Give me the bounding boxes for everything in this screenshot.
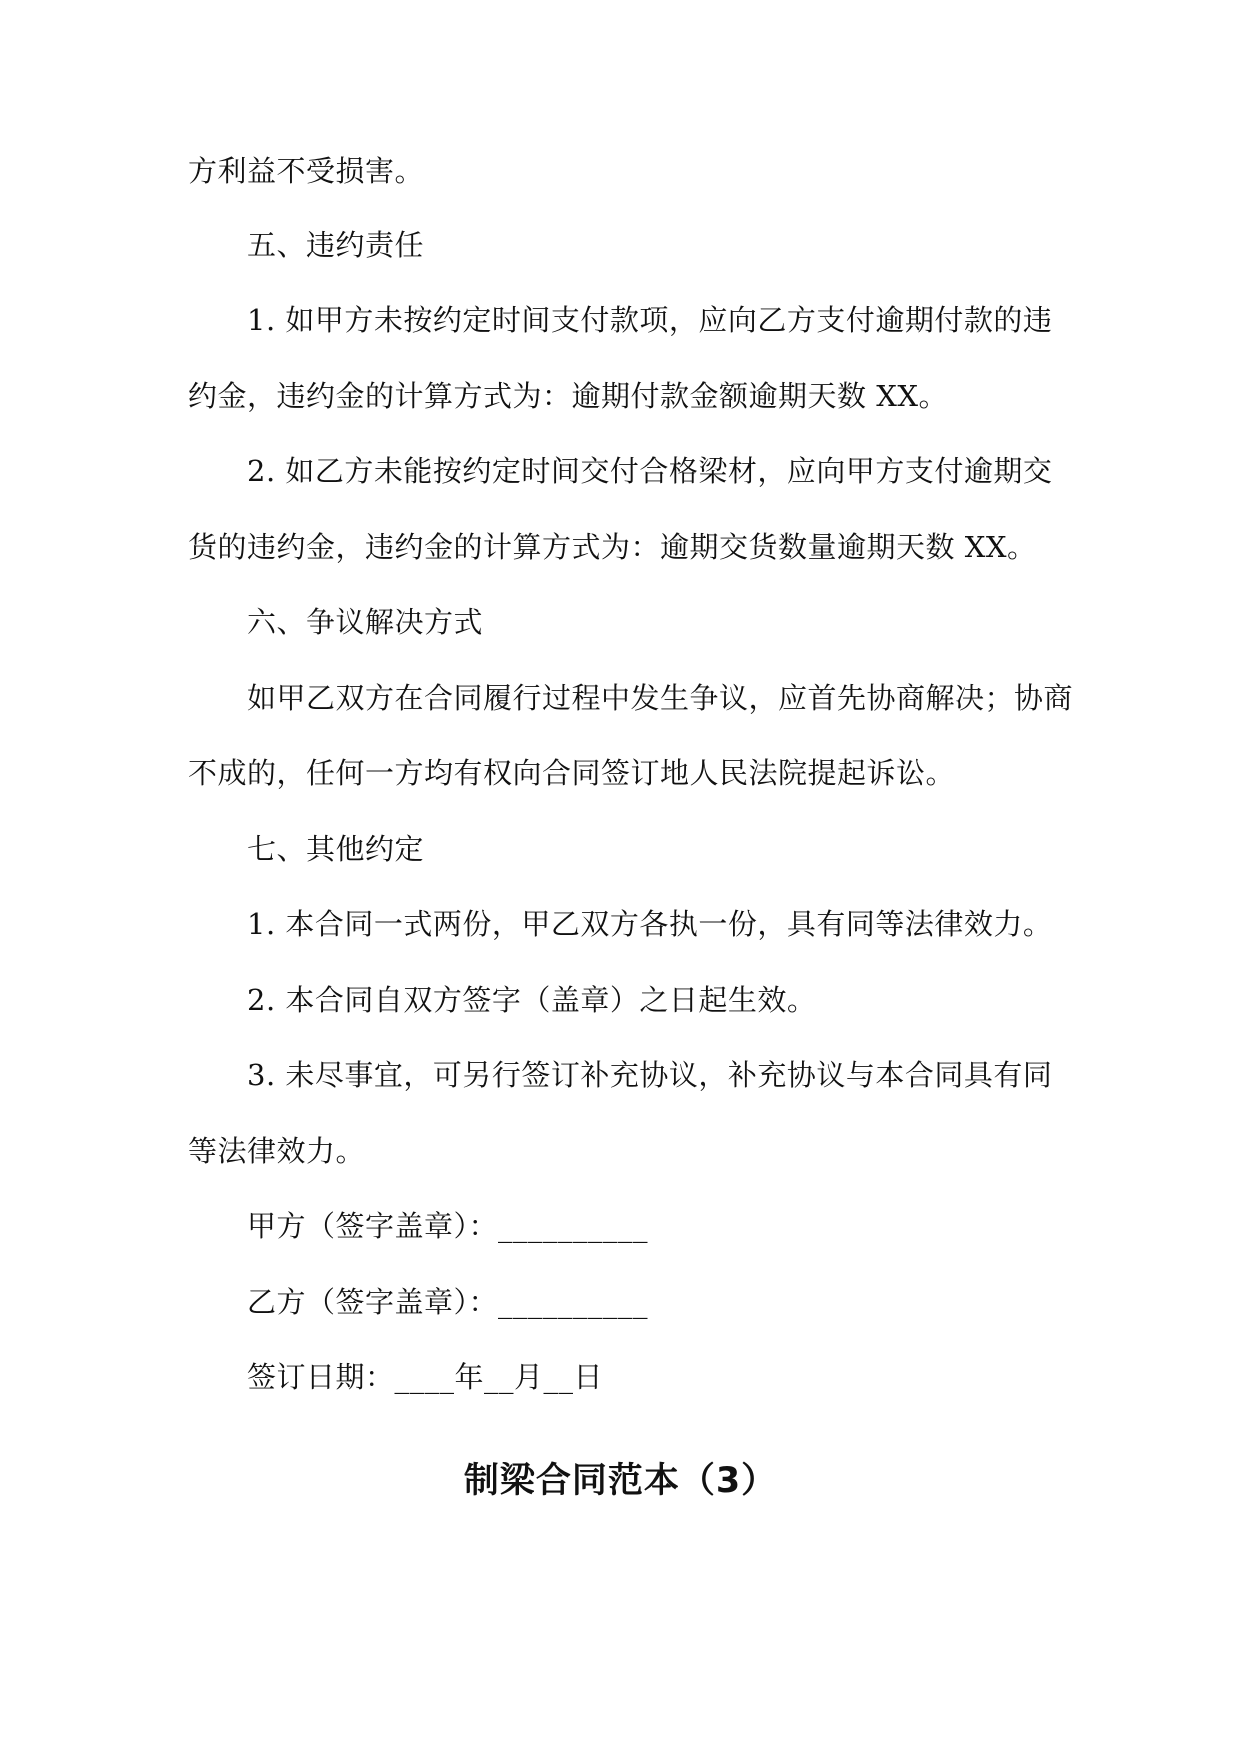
clause-5-1-line-2: 约金，违约金的计算方式为：逾期付款金额逾期天数 XX。 bbox=[188, 379, 949, 413]
clause-7-3-line-2: 等法律效力。 bbox=[188, 1134, 366, 1168]
dispute-clause-line-2: 不成的，任何一方均有权向合同签订地人民法院提起诉讼。 bbox=[188, 756, 956, 790]
clause-5-1-line-1: 1. 如甲方未按约定时间支付款项，应向乙方支付逾期付款的违 bbox=[247, 303, 1053, 337]
clause-5-2-line-2: 货的违约金，违约金的计算方式为：逾期交货数量逾期天数 XX。 bbox=[188, 530, 1037, 564]
clause-7-2: 2. 本合同自双方签字（盖章）之日起生效。 bbox=[247, 983, 817, 1017]
clause-5-2-line-1: 2. 如乙方未能按约定时间交付合格梁材，应向甲方支付逾期交 bbox=[247, 454, 1053, 488]
party-a-signature-line: 甲方（签字盖章）：__________ bbox=[247, 1209, 649, 1243]
dispute-clause-line-1: 如甲乙双方在合同履行过程中发生争议，应首先协商解决；协商 bbox=[247, 681, 1074, 715]
section-heading-dispute-resolution: 六、争议解决方式 bbox=[247, 605, 484, 639]
signing-date-line: 签订日期：____年__月__日 bbox=[247, 1360, 604, 1394]
paragraph-continuation: 方利益不受损害。 bbox=[188, 154, 425, 188]
clause-7-3-line-1: 3. 未尽事宜，可另行签订补充协议，补充协议与本合同具有同 bbox=[247, 1058, 1053, 1092]
party-b-signature-line: 乙方（签字盖章）：__________ bbox=[247, 1285, 649, 1319]
next-contract-title: 制梁合同范本（3） bbox=[463, 1461, 778, 1501]
section-heading-other-terms: 七、其他约定 bbox=[247, 832, 425, 866]
clause-7-1: 1. 本合同一式两份，甲乙双方各执一份，具有同等法律效力。 bbox=[247, 907, 1053, 941]
section-heading-breach-liability: 五、违约责任 bbox=[247, 228, 425, 262]
